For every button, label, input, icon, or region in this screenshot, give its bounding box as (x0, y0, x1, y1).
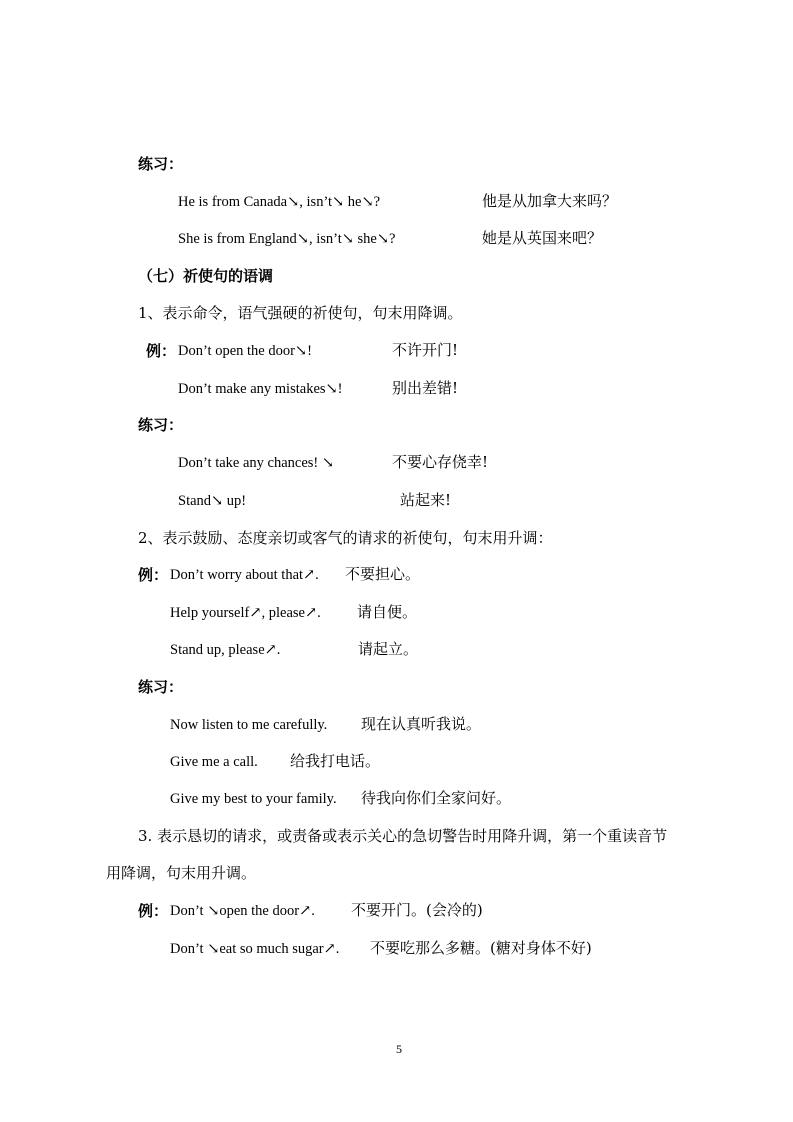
example-label: 例： (146, 342, 177, 360)
practice-translation: 给我打电话。 (290, 752, 381, 770)
example-translation: 不许开门! (392, 341, 459, 359)
rule-3-continued: 用降调，句末用升调。 (106, 864, 257, 882)
example-translation: 不要开门。(会冷的) (351, 901, 483, 919)
example-translation: 不要担心。 (345, 565, 421, 583)
rule-1: 1、表示命令，语气强硬的祈使句，句末用降调。 (138, 304, 463, 322)
example-sentence: Don’t open the door↘! (178, 343, 312, 359)
example-sentence: Help yourself↗, please↗. (170, 605, 321, 621)
example-label: 例： (138, 566, 169, 584)
practice-sentence: Give my best to your family. (170, 791, 337, 807)
example-translation: 不要吃那么多糖。(糖对身体不好) (370, 939, 592, 957)
example-sentence: Stand up, please↗. (170, 642, 281, 658)
practice-translation: 不要心存侥幸! (392, 453, 489, 471)
practice-sentence: He is from Canada↘, isn’t↘ he↘? (178, 194, 381, 210)
example-label: 例： (138, 902, 169, 920)
practice-translation: 待我向你们全家问好。 (361, 789, 512, 807)
practice-sentence: She is from England↘, isn’t↘ she↘? (178, 231, 396, 247)
practice-sentence: Now listen to me carefully. (170, 717, 328, 733)
example-sentence: Don’t ↘open the door↗. (170, 903, 315, 919)
rule-2: 2、表示鼓励、态度亲切或客气的请求的祈使句，句末用升调： (138, 529, 553, 547)
practice-translation: 现在认真听我说。 (361, 715, 482, 733)
section-title: （七）祈使句的语调 (138, 267, 274, 285)
practice-sentence: Give me a call. (170, 754, 258, 770)
example-sentence: Don’t ↘eat so much sugar↗. (170, 941, 340, 957)
practice-translation: 站起来! (400, 491, 452, 509)
page-number: 5 (396, 1042, 402, 1056)
practice-heading: 练习： (138, 155, 184, 173)
example-translation: 请起立。 (358, 640, 419, 658)
example-translation: 请自便。 (357, 603, 418, 621)
practice-sentence: Don’t take any chances! ↘ (178, 455, 335, 471)
rule-3: 3. 表示恳切的请求，或责备或表示关心的急切警告时用降升调，第一个重读音节 (138, 827, 668, 845)
example-translation: 别出差错! (392, 379, 459, 397)
practice-translation: 他是从加拿大来吗？ (482, 192, 618, 210)
practice-heading: 练习： (138, 416, 184, 434)
practice-translation: 她是从英国来吧？ (482, 229, 603, 247)
practice-heading: 练习： (138, 678, 184, 696)
example-sentence: Don’t make any mistakes↘! (178, 381, 343, 397)
practice-sentence: Stand↘ up! (178, 493, 247, 509)
example-sentence: Don’t worry about that↗. (170, 567, 319, 583)
